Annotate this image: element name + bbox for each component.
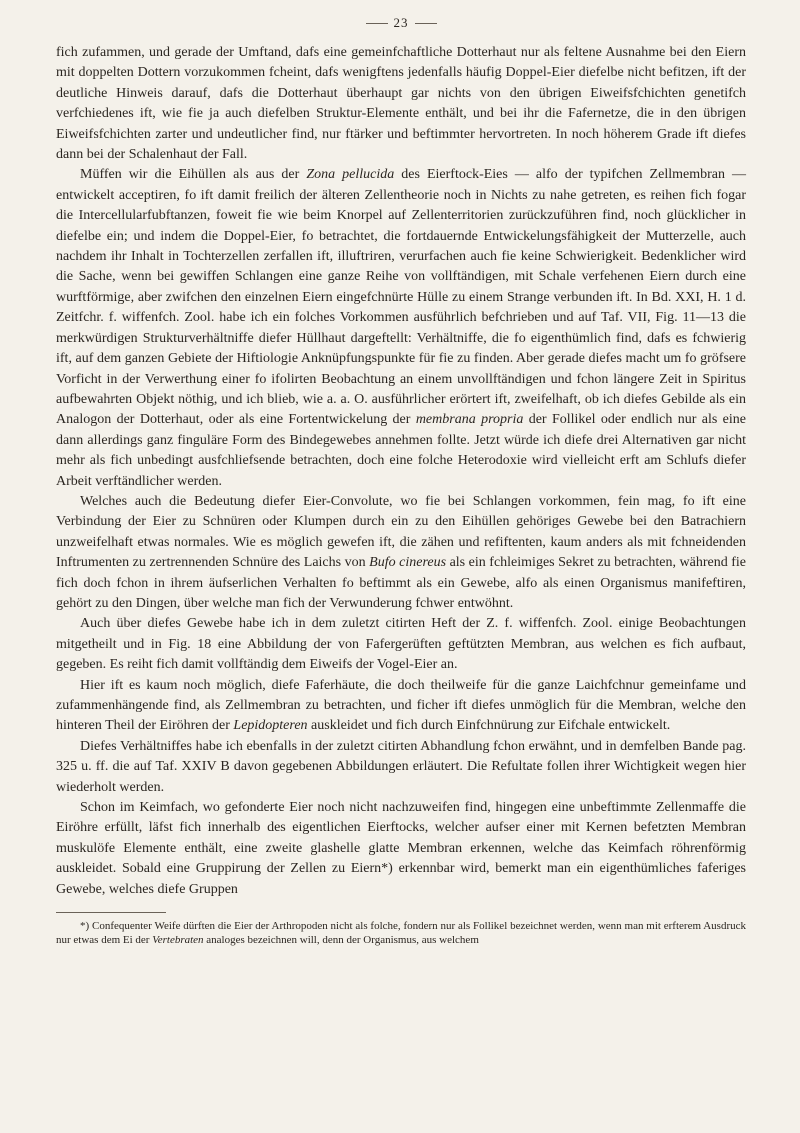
- paragraph-1: fich zufammen, und gerade der Umftand, dafs eine gemeinfchaftliche Dotterhaut nur als feltene Ausnahme bei den Eiern mit doppelten Dottern vorzukommen fcheint, dafs wenigftens jedenfalls häufig Doppel-Eier diefelbe nicht befitzen, ift der deutliche Hinweis darauf, dafs die Dotterhaut überhaupt gar nichts von den übrigen Eiweifsfchichten genetifch verfchiedenes ift, wie fie ja auch diefelben Struktur-Elemente enthält, und bei ihr die Fafernetze, die in den übrigen Eiweifsfchichten zarter und undeutlicher find, nur ftärker und beftimmter hervortreten. In noch höherem Grade ift diefes dann bei der Schalenhaut der Fall.: [56, 45, 746, 163]
- footnote-text-a: *) Confequenter Weife dürften die Eier der Arthropoden nicht als folche, fondern nur als Follikel bezeichnet werden, wenn man mit erfterem Ausdruck nur etwas dem Ei der: [56, 920, 746, 947]
- paragraph-5-text-a: Hier ift es kaum noch möglich, diefe Faferhäute, die doch theilweife für die ganze Laichfchnur gemeinfame und zufammenhängende find, als Zellmembran zu betrachten, und ficher ift diefes unmöglich für die Membran, welche den hinteren Theil der Eiröhren der: [56, 677, 746, 734]
- term-bufo-cinereus: Bufo cinereus: [369, 555, 447, 571]
- paragraph-5: [56, 676, 746, 737]
- paragraph-7: Schon im Keimfach, wo gefonderte Eier noch nicht nachzuweifen find, hingegen eine unbeftimmte Zellenmaffe die Eiröhre erfüllt, läfst fich innerhalb des eigentlichen Eierftocks, welcher aufser einer mit Kernen befetzten Membran muskulöfe Elemente enthält, eine zweite glashelle glatte Membran erkennen, welche das Keimfach röhrenförmig auskleidet. Sobald eine Gruppirung der Zellen zu Eiern*) erkennbar wird, bemerkt man ein eigenthümliches faferiges Gewebe, welches diefe Gruppen: [56, 800, 746, 897]
- term-membrana-propria: membrana propria: [415, 412, 524, 428]
- footnote-text-c: analoges bezeichnen will, denn der Organismus, aus welchem: [203, 934, 479, 947]
- term-vertebraten: Vertebraten: [152, 934, 204, 947]
- footnote: [56, 919, 746, 947]
- term-zona-pellucida: Zona pellucida: [306, 167, 395, 183]
- paragraph-3: [56, 492, 746, 614]
- paragraph-2-text-a: Müffen wir die Eihüllen als aus der: [80, 167, 307, 183]
- body-text: [56, 43, 746, 900]
- paragraph-5-text-c: auskleidet und fich durch Einfchnürung zur Eifchale entwickelt.: [307, 718, 671, 734]
- paragraph-4: Auch über diefes Gewebe habe ich in dem zuletzt citirten Heft der Z. f. wiffenfch. Zool. einige Beobachtungen mitgetheilt und in Fig. 18 eine Abbildung der von Fafergerüften geftützten Membran, aus welchen es fich aufbaut, gegeben. Es reiht fich damit vollftändig dem Eiweifs der Vogel-Eier an.: [56, 616, 746, 673]
- paragraph-2-text-e: der Follikel oder endlich nur als eine dann allerdings ganz finguläre Form des Bindegewebes annehmen follte. Jetzt würde ich diefe drei Alternativen gar nicht mehr als fich unbedingt ausfchliefsende betrachten, doch eine folche Heterodoxie wird vielleicht erft am Schlufs diefer Arbeit verftändlicher werden.: [56, 412, 746, 489]
- paragraph-2-text-c: des Eierftock-Eies — alfo der typifchen Zellmembran — entwickelt acceptiren, fo ift damit freilich der älteren Zellentheorie noch in Nichts zu nahe getreten, es reihen fich fogar die Intercellularfubftanzen, foweit fie wie beim Knorpel auf Zellenterritorien zurückzuführen find, noch glücklicher in diefelbe ein; und indem die Doppel-Eier, fo betrachtet, die fortdauernde Entwickelungsfähigkeit der Mutterzelle, auch nachdem ihr Inhalt in Tochterzellen zerfallen ift, illuftriren, verurfachen auch fie keine Schwierigkeit. Bedenklicher wird die Sache, wenn bei gewiffen Schlangen eine ganze Reihe von vollftändigen, mit Schale verfehenen Eiern durch eine wurftförmige, aber zwifchen den einzelnen Eiern eingefchnürte Hülle zu einem Strange verbunden ift. In Bd. XXI, H. 1 d. Zeitfchr. f. wiffenfch. Zool. habe ich ein folches Vorkommen ausführlich befchrieben und auf Taf. VII, Fig. 11—13 die merkwürdigen Strukturverhältniffe diefer Hüllhaut dargeftellt: Verhältniffe, die fo eigenthümlich find, dafs es fchwierig ift, auf dem ganzen Gebiete der Hiftiologie Anknüpfungspunkte für fie zu finden. Aber gerade diefes macht um fo gröfsere Vorficht in der Verwerthung einer fo ifolirten Beobachtung an einem unvollftändigen und fchon längere Zeit in Spiritus aufbewahrten Objekt nöthig, und ich blieb, wie a. a. O. ausführlicher erörtert ift, zweifelhaft, ob ich diefes Gebilde als ein Analogon der Dotterhaut, oder als eine Fortentwickelung der: [56, 167, 747, 428]
- term-lepidopteren: Lepidopteren: [233, 718, 308, 734]
- header-rule-right: [415, 23, 437, 24]
- paragraph-2: [56, 165, 746, 492]
- paragraph-3-text-c: als ein fchleimiges Sekret zu betrachten, während fie fich doch fchon in ihrem äufserlichen Verhalten fo beftimmt als ein Gewebe, alfo als einen Organismus manifeftiren, gehört zu den Dingen, über welche man fich der Verwunderung fchwer entwöhnt.: [56, 555, 746, 611]
- paragraph-3-text-a: Welches auch die Bedeutung diefer Eier-Convolute, wo fie bei Schlangen vorkommen, fein mag, fo ift eine Verbindung der Eier zu Schnüren oder Klumpen durch ein zu den Eihüllen gehöriges Gewebe bei den Batrachiern unzweifelhaft etwas normales. Wie es möglich gewefen ift, die zähen und refiftenten, kaum anders als mit fchneidenden Inftrumenten zu zertrennenden Schnüre des Laichs von: [56, 493, 746, 571]
- page-number: 23: [393, 15, 409, 30]
- paragraph-6: Diefes Verhältniffes habe ich ebenfalls in der zuletzt citirten Abhandlung fchon erwähnt, und in demfelben Bande pag. 325 u. ff. die auf Taf. XXIV B davon gegebenen Abbildungen erläutert. Die Refultate follen ihrer Wichtigkeit wegen hier wiederholt werden.: [56, 738, 746, 795]
- footnote-divider: [56, 912, 166, 913]
- page-header: [56, 13, 746, 33]
- header-rule-left: [366, 23, 388, 24]
